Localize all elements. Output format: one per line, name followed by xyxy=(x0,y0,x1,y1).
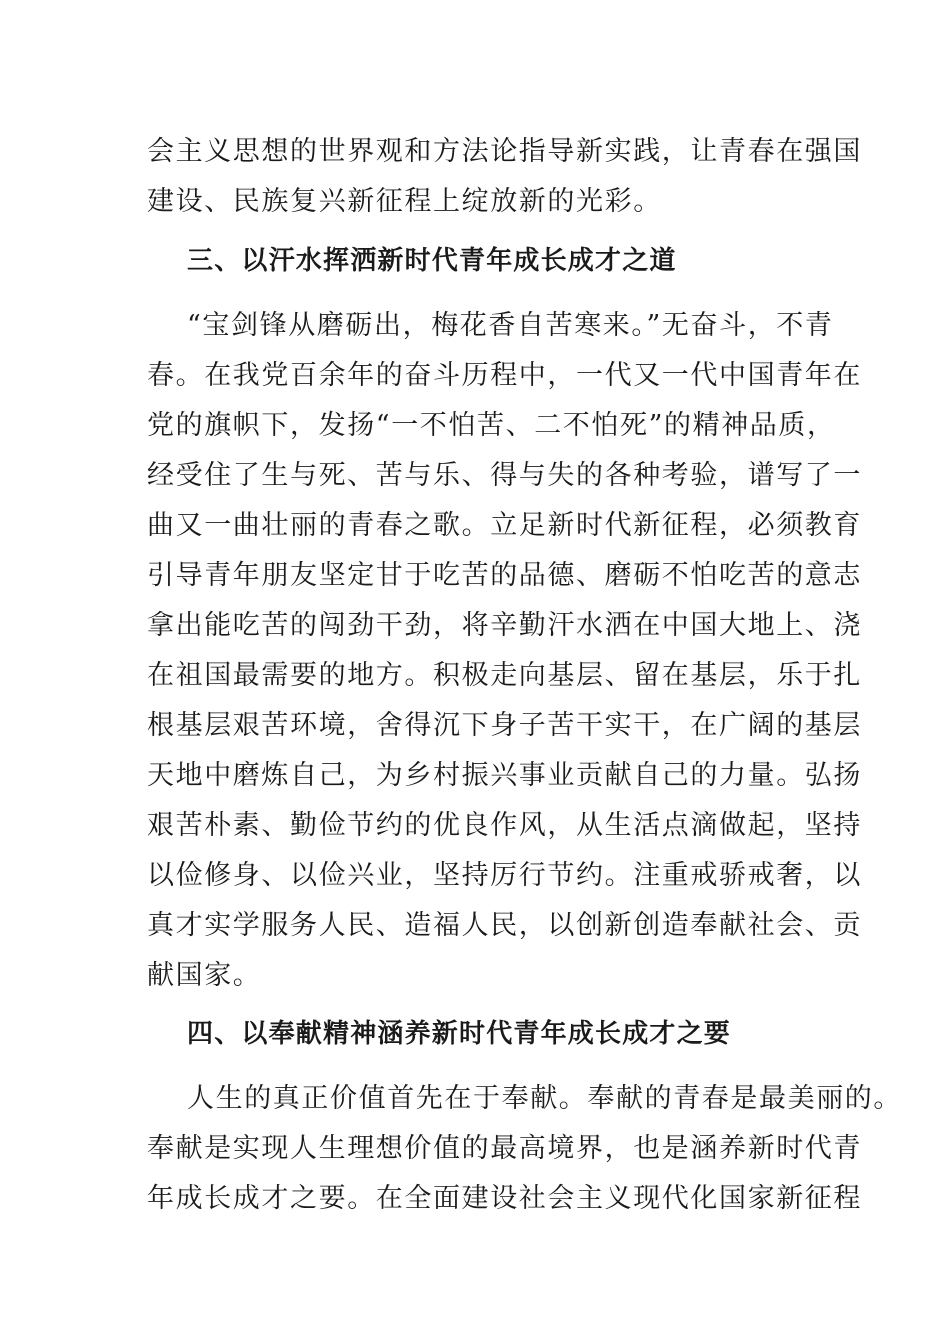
section-four-heading: 四、以奉献精神涵养新时代青年成长成才之要 xyxy=(187,1019,732,1049)
paragraph-line: 经受住了生与死、苦与乐、得与失的各种考验，谱写了一 xyxy=(147,460,862,491)
paragraph-line: 引导青年朋友坚定甘于吃苦的品德、磨砺不怕吃苦的意志 xyxy=(147,560,862,591)
paragraph-line: 人生的真正价值首先在于奉献。奉献的青春是最美丽的。 xyxy=(187,1083,902,1114)
paragraph-line: 年成长成才之要。在全面建设社会主义现代化国家新征程 xyxy=(147,1183,862,1214)
paragraph-line: 党的旗帜下，发扬“一不怕苦、二不怕死”的精神品质， xyxy=(147,410,836,441)
paragraph-line: 根基层艰苦环境，舍得沉下身子苦干实干，在广阔的基层 xyxy=(147,710,862,741)
paragraph-line: 艰苦朴素、勤俭节约的优良作风，从生活点滴做起，坚持 xyxy=(147,810,862,841)
paragraph-line: “宝剑锋从磨砺出，梅花香自苦寒来。”无奋斗，不青 xyxy=(187,310,834,341)
paragraph-line: 建设、民族复兴新征程上绽放新的光彩。 xyxy=(147,186,662,217)
paragraph-line: 会主义思想的世界观和方法论指导新实践，让青春在强国 xyxy=(147,136,862,167)
paragraph-line: 曲又一曲壮丽的青春之歌。立足新时代新征程，必须教育 xyxy=(147,510,862,541)
paragraph-line: 在祖国最需要的地方。积极走向基层、留在基层，乐于扎 xyxy=(147,660,862,691)
paragraph-line: 拿出能吃苦的闯劲干劲，将辛勤汗水洒在中国大地上、浇 xyxy=(147,610,862,641)
paragraph-line: 献国家。 xyxy=(147,960,262,991)
paragraph-line: 春。在我党百余年的奋斗历程中，一代又一代中国青年在 xyxy=(147,360,862,391)
section-three-heading: 三、以汗水挥洒新时代青年成长成才之道 xyxy=(187,246,677,276)
paragraph-line: 以俭修身、以俭兴业，坚持厉行节约。注重戒骄戒奢，以 xyxy=(147,860,862,891)
paragraph-line: 真才实学服务人民、造福人民，以创新创造奉献社会、贡 xyxy=(147,910,862,941)
paragraph-line: 奉献是实现人生理想价值的最高境界，也是涵养新时代青 xyxy=(147,1133,862,1164)
paragraph-line: 天地中磨炼自己，为乡村振兴事业贡献自己的力量。弘扬 xyxy=(147,760,862,791)
